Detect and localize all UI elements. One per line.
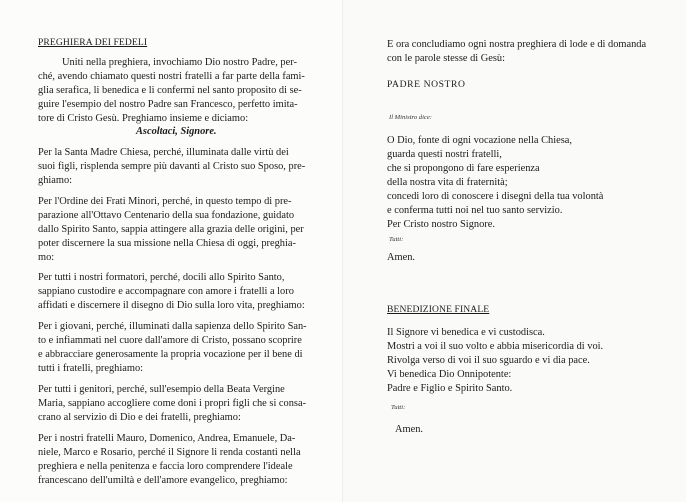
intro-line: Uniti nella preghiera, invochiamo Dio nostro Padre, per- xyxy=(62,57,297,68)
petition-line: parazione all'Ottavo Centenario della sua fondazione, guidato xyxy=(38,210,295,221)
petition-line: Per tutti i genitori, perché, sull'esempio della Beata Vergine xyxy=(38,384,285,395)
intro-line: glia serafica, li benedica e li confermi nel santo proposito di se- xyxy=(38,85,302,96)
petition-line: ghiamo: xyxy=(38,175,73,186)
petition-line: tutti i fratelli, preghiamo: xyxy=(38,363,144,374)
all-label: Tutti: xyxy=(389,236,404,243)
petition-line: mo: xyxy=(38,252,55,263)
petition-line: e abbracciare generosamente la propria vocazione per il bene di xyxy=(38,349,303,360)
petition-line: niele, Marco e Rosario, perché il Signore li renda costanti nella xyxy=(38,447,301,458)
blessing-line: Vi benedica Dio Onnipotente: xyxy=(387,369,512,380)
petition-line: to e infiammati nel cuore dall'amore di Cristo, possano scoprire xyxy=(38,335,302,346)
prayer-line: della nostra vita di fraternità; xyxy=(387,177,508,188)
petition-line: Per i giovani, perché, illuminati dalla sapienza dello Spirito San- xyxy=(38,321,307,332)
petition-line: preghiera e nella penitenza e faccia loro comprendere l'ideale xyxy=(38,461,293,472)
petition-line: Per i nostri fratelli Mauro, Domenico, Andrea, Emanuele, Da- xyxy=(38,433,296,444)
petition-line: crano al servizio di Dio e dei fratelli, preghiamo: xyxy=(38,412,241,423)
padre-nostro-heading: PADRE NOSTRO xyxy=(387,79,466,90)
petition-line: affidati e discernere il disegno di Dio sulla loro vita, preghiamo: xyxy=(38,300,305,311)
prayer-line: Per Cristo nostro Signore. xyxy=(387,219,495,230)
prayer-line: che si propongono di fare esperienza xyxy=(387,163,540,174)
blessing-line: Il Signore vi benedica e vi custodisca. xyxy=(387,327,545,338)
petition-line: Maria, sappiano accogliere come doni i propri figli che si consa- xyxy=(38,398,307,409)
all-label: Tutti: xyxy=(391,404,406,411)
petition-line: sappiano custodire e accompagnare con amore i fratelli a loro xyxy=(38,286,294,297)
blessing-line: Mostri a voi il suo volto e abbia misericordia di voi. xyxy=(387,341,604,352)
petition-line: poter discernere la sua missione nella Chiesa di oggi, preghia- xyxy=(38,238,296,249)
prayer-line: concedi loro di conoscere i disegni della tua volontà xyxy=(387,191,604,202)
intro-line: ché, avendo chiamato questi nostri fratelli a far parte della fami- xyxy=(38,71,305,82)
petition-line: francescano dell'umiltà e dell'amore evangelico, preghiamo: xyxy=(38,475,288,486)
blessing-line: Rivolga verso di voi il suo sguardo e vi dia pace. xyxy=(387,355,590,366)
closing-intro-line: con le parole stesse di Gesù: xyxy=(387,53,506,64)
minister-label: Il Ministro dice: xyxy=(389,114,432,121)
prayer-heading: PREGHIERA DEI FEDELI xyxy=(38,37,148,48)
prayer-line: guarda questi nostri fratelli, xyxy=(387,149,502,160)
blessing-heading: BENEDIZIONE FINALE xyxy=(387,304,490,315)
prayer-line: e conferma tutti noi nel tuo santo servizio. xyxy=(387,205,563,216)
intro-line: guire l'esempio del nostro Padre san Francesco, perfetto imita- xyxy=(38,99,298,110)
amen-text: Amen. xyxy=(387,252,415,263)
closing-intro-line: E ora concludiamo ogni nostra preghiera di lode e di domanda xyxy=(387,39,647,50)
prayer-line: O Dio, fonte di ogni vocazione nella Chiesa, xyxy=(387,135,572,146)
petition-line: dallo Spirito Santo, sappia attingere alla grazia delle origini, per xyxy=(38,224,304,235)
petition-line: Per la Santa Madre Chiesa, perché, illuminata dalle virtù dei xyxy=(38,147,289,158)
intro-line: tore di Cristo Gesù. Preghiamo insieme e diciamo: xyxy=(38,113,249,124)
amen-text: Amen. xyxy=(395,424,423,435)
response-text: Ascoltaci, Signore. xyxy=(136,126,217,137)
petition-line: suoi figli, risplenda sempre più davanti al Cristo suo Sposo, pre- xyxy=(38,161,306,172)
petition-line: Per tutti i nostri formatori, perché, docili allo Spirito Santo, xyxy=(38,272,285,283)
right-page xyxy=(343,0,686,502)
blessing-line: Padre e Figlio e Spirito Santo. xyxy=(387,383,513,394)
petition-line: Per l'Ordine dei Frati Minori, perché, in questo tempo di pre- xyxy=(38,196,292,207)
